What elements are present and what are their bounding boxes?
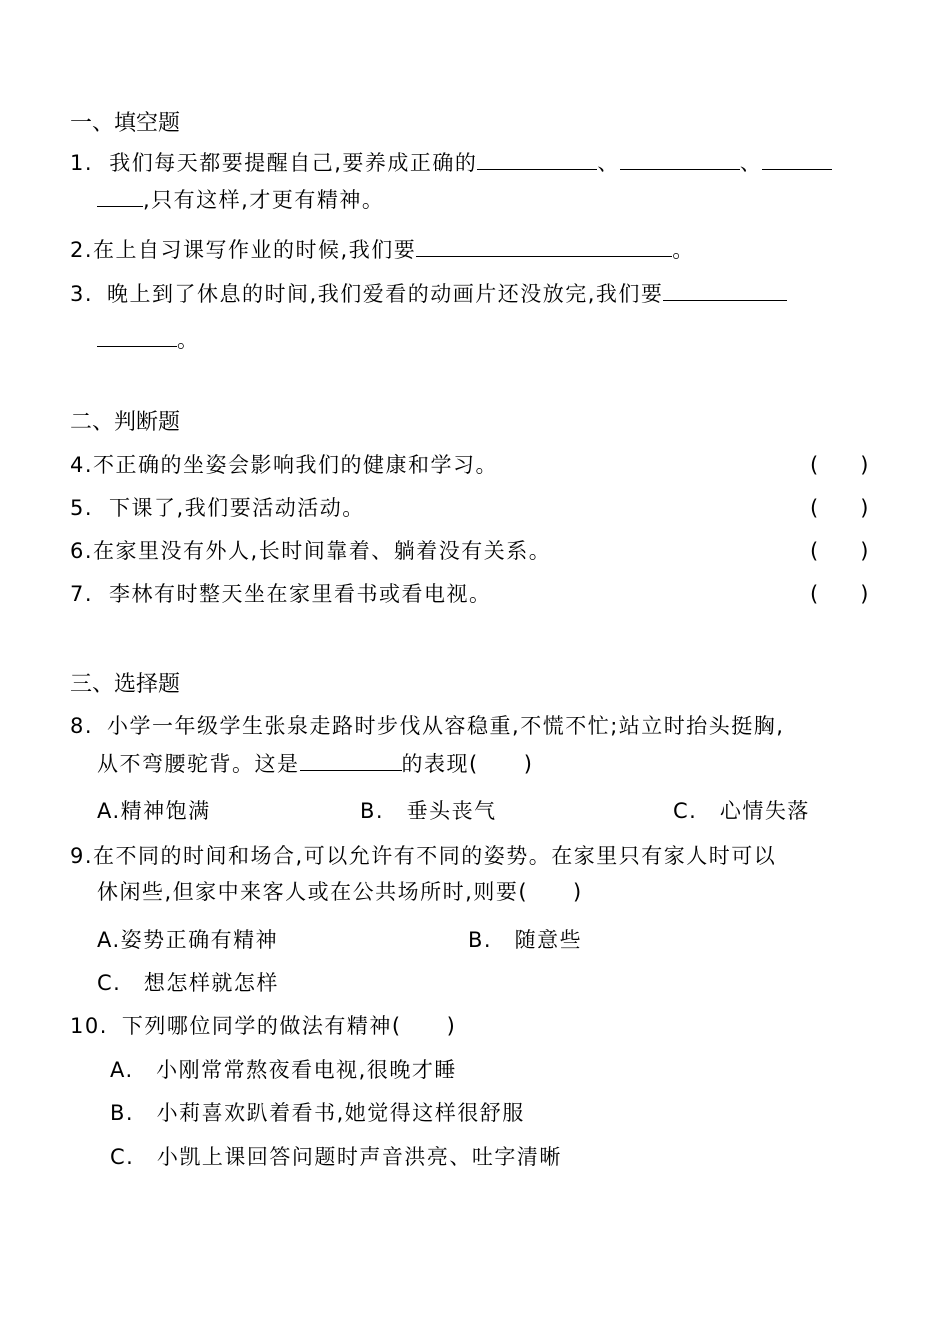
- question-text: 在上自习课写作业的时候,我们要: [93, 238, 417, 262]
- separator: 、: [597, 151, 620, 175]
- question-text: 小学一年级学生张泉走路时步伐从容稳重,不慌不忙;站立时抬头挺胸,: [107, 714, 785, 738]
- question-10: [70, 1013, 456, 1039]
- answer-blank[interactable]: [97, 186, 143, 207]
- question-number: 9.: [70, 844, 94, 868]
- question-text: 下课了,我们要活动活动。: [109, 496, 365, 520]
- question-8-line2: [97, 750, 533, 777]
- judge-item: [70, 495, 365, 521]
- option-c[interactable]: C. 想怎样就怎样: [97, 971, 279, 995]
- question-number: 4.: [70, 453, 94, 477]
- answer-blank[interactable]: [477, 149, 597, 170]
- question-number: 10.: [70, 1014, 108, 1038]
- option-b[interactable]: B. 垂头丧气: [360, 799, 497, 823]
- question-1-line1: [70, 149, 832, 176]
- question-9-line2: 休闲些,但家中来客人或在公共场所时,则要( ): [97, 880, 583, 904]
- question-number: 2.: [70, 238, 94, 262]
- question-number: 3.: [70, 282, 94, 306]
- question-text-continued: ,只有这样,才更有精神。: [143, 188, 385, 212]
- question-text: 在不同的时间和场合,可以允许有不同的姿势。在家里只有家人时可以: [93, 844, 777, 868]
- answer-blank[interactable]: [300, 750, 402, 771]
- question-8-line1: [70, 713, 784, 739]
- question-text: 晚上到了休息的时间,我们爱看的动画片还没放完,我们要: [107, 282, 664, 306]
- judge-item: [70, 452, 498, 478]
- question-number: 8.: [70, 714, 94, 738]
- question-2: [70, 236, 695, 263]
- answer-blank[interactable]: [663, 280, 787, 301]
- question-text: 李林有时整天坐在家里看书或看电视。: [109, 582, 492, 606]
- question-1-line2: [97, 186, 384, 213]
- question-text: 在家里没有外人,长时间靠着、躺着没有关系。: [93, 539, 552, 563]
- question-number: 1.: [70, 151, 94, 175]
- option-c[interactable]: C. 心情失落: [673, 799, 810, 823]
- question-number: 7.: [70, 582, 94, 606]
- option-a[interactable]: A.姿势正确有精神: [97, 928, 279, 952]
- section-heading-choice: 三、选择题: [70, 672, 181, 697]
- question-text: 的表现( ): [401, 752, 534, 776]
- answer-blank[interactable]: [620, 149, 740, 170]
- answer-blank[interactable]: [97, 326, 177, 347]
- option-b[interactable]: B. 小莉喜欢趴着看书,她觉得这样很舒服: [110, 1101, 525, 1125]
- question-3-line1: [70, 280, 787, 307]
- question-text: 不正确的坐姿会影响我们的健康和学习。: [93, 453, 499, 477]
- option-a[interactable]: A.精神饱满: [97, 799, 211, 823]
- section-heading-judge: 二、判断题: [70, 410, 181, 435]
- answer-parentheses[interactable]: ( ): [810, 582, 869, 606]
- question-9-line1: [70, 843, 776, 869]
- question-number: 5.: [70, 496, 94, 520]
- sentence-end: 。: [672, 238, 695, 262]
- answer-parentheses[interactable]: ( ): [810, 539, 869, 563]
- section-heading-fill: 一、填空题: [70, 111, 181, 136]
- judge-item: [70, 581, 492, 607]
- answer-parentheses[interactable]: ( ): [810, 453, 869, 477]
- option-b[interactable]: B. 随意些: [468, 928, 583, 952]
- option-a[interactable]: A. 小刚常常熬夜看电视,很晚才睡: [110, 1058, 457, 1082]
- answer-parentheses[interactable]: ( ): [810, 496, 869, 520]
- separator: 、: [739, 151, 763, 175]
- answer-blank[interactable]: [762, 149, 832, 170]
- sentence-end: 。: [177, 328, 200, 352]
- question-3-line2: [97, 326, 200, 353]
- question-text: 我们每天都要提醒自己,要养成正确的: [109, 151, 478, 175]
- question-text: 下列哪位同学的做法有精神( ): [121, 1014, 457, 1038]
- judge-item: [70, 538, 551, 564]
- question-number: 6.: [70, 539, 94, 563]
- question-text: 从不弯腰驼背。这是: [97, 752, 300, 776]
- answer-blank[interactable]: [416, 236, 672, 257]
- option-c[interactable]: C. 小凯上课回答问题时声音洪亮、吐字清晰: [110, 1145, 562, 1169]
